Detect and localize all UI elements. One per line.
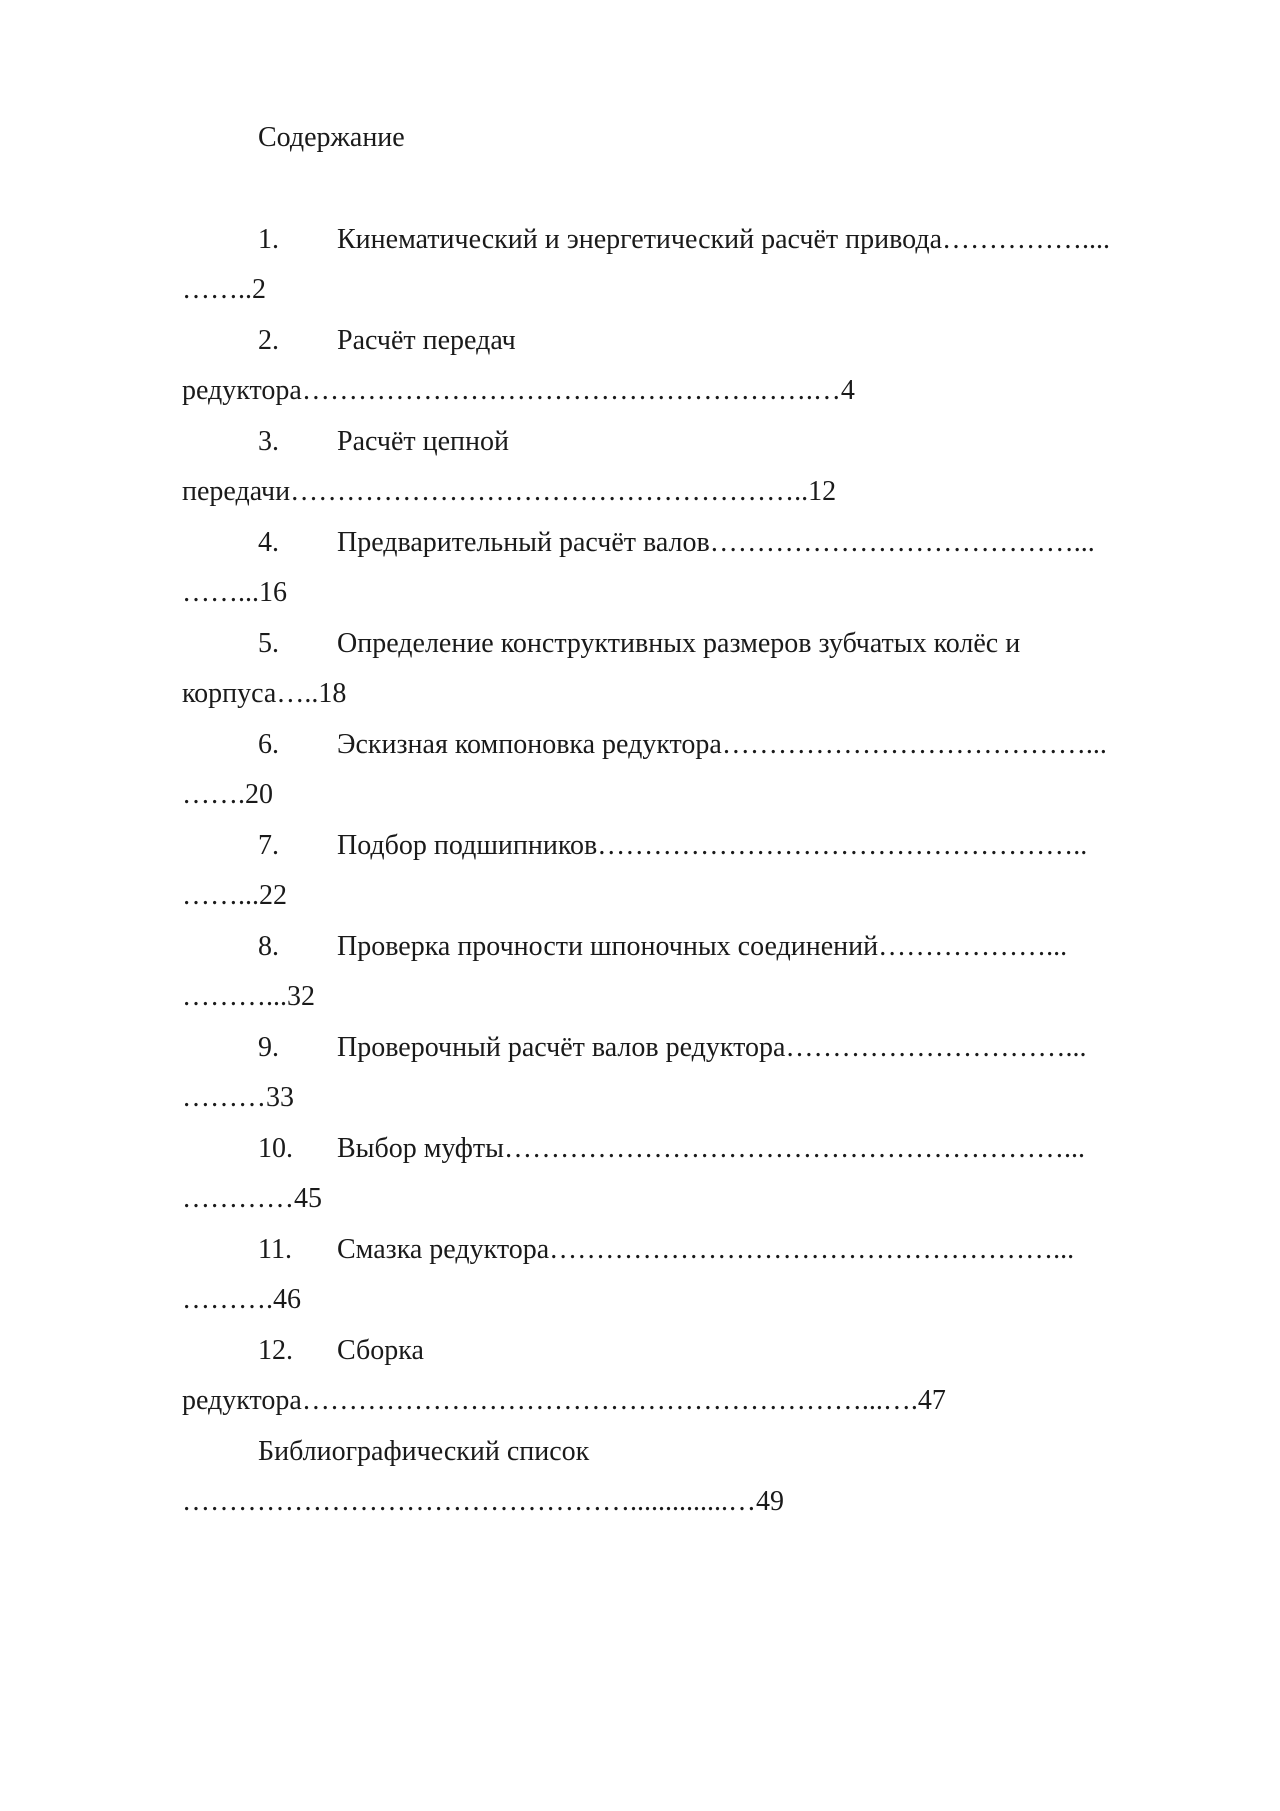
toc-entry-page-ref: редуктора……………………………………………………...….47: [182, 1385, 946, 1416]
toc-entry-10: [182, 1124, 1182, 1225]
toc-entry-heading: Подбор подшипников……………………………………………..: [337, 830, 1088, 861]
toc-entry-page-ref: ……...22: [182, 880, 287, 911]
toc-entry-page-ref: ……...16: [182, 577, 287, 608]
toc-entry-number: 2.: [258, 325, 279, 356]
toc-entry-number: 6.: [258, 729, 279, 760]
toc-entry-page-ref: передачи………………………………………………..12: [182, 476, 837, 507]
toc-entry-heading: Смазка редуктора………………………………………………...: [337, 1234, 1075, 1265]
toc-entry-number: 11.: [258, 1234, 292, 1265]
toc-entry-number: 1.: [258, 224, 279, 255]
toc-entry-page-ref: ……..2: [182, 274, 266, 305]
toc-entry-number: 4.: [258, 527, 279, 558]
toc-entry-number: 12.: [258, 1335, 293, 1366]
toc-entry-heading: Определение конструктивных размеров зубчатых колёс и: [337, 628, 1021, 659]
toc-entry-page-ref: ………33: [182, 1082, 294, 1113]
toc-entry-9: [182, 1023, 1182, 1124]
toc-entry-heading: Выбор муфты……………………………………………………...: [337, 1133, 1085, 1164]
toc-entry-7: [182, 821, 1182, 922]
toc-entry-4: [182, 518, 1182, 619]
toc-entry-page-ref: ………...32: [182, 981, 315, 1012]
toc-entry-heading: Проверочный расчёт валов редуктора…………………………...: [337, 1032, 1087, 1063]
toc-entry-heading: Расчёт передач: [337, 325, 516, 356]
toc-entry-bibliography: [182, 1427, 1182, 1528]
toc-entry-number: 7.: [258, 830, 279, 861]
table-of-contents: [182, 215, 1182, 1528]
toc-entry-heading: Проверка прочности шпоночных соединений………………...: [337, 931, 1068, 962]
toc-entry-page-ref: редуктора……………………………………………….…4: [182, 375, 855, 406]
toc-entry-page-ref: ……….46: [182, 1284, 301, 1315]
toc-entry-2: [182, 316, 1182, 417]
toc-entry-8: [182, 922, 1182, 1023]
toc-entry-number: 9.: [258, 1032, 279, 1063]
toc-entry-heading: Библиографический список: [258, 1436, 590, 1467]
toc-entry-11: [182, 1225, 1182, 1326]
toc-entry-heading: Сборка: [337, 1335, 424, 1366]
toc-entry-5: [182, 619, 1182, 720]
toc-entry-number: 3.: [258, 426, 279, 457]
toc-entry-page-ref: …………45: [182, 1183, 322, 1214]
toc-entry-heading: Эскизная компоновка редуктора…………………………………...: [337, 729, 1107, 760]
toc-entry-6: [182, 720, 1182, 821]
toc-entry-1: [182, 215, 1182, 316]
toc-entry-number: 8.: [258, 931, 279, 962]
toc-entry-3: [182, 417, 1182, 518]
toc-entry-page-ref: корпуса…..18: [182, 678, 347, 709]
toc-entry-heading: Предварительный расчёт валов…………………………………...: [337, 527, 1095, 558]
toc-entry-number: 10.: [258, 1133, 293, 1164]
toc-entry-heading: Расчёт цепной: [337, 426, 509, 457]
toc-entry-page-ref: …………………………………………..............…49: [182, 1486, 784, 1517]
toc-entry-heading: Кинематический и энергетический расчёт привода……………....: [337, 224, 1111, 255]
toc-entry-12: [182, 1326, 1182, 1427]
toc-entry-page-ref: …….20: [182, 779, 273, 810]
page-title: Содержание: [258, 122, 405, 153]
toc-entry-number: 5.: [258, 628, 279, 659]
